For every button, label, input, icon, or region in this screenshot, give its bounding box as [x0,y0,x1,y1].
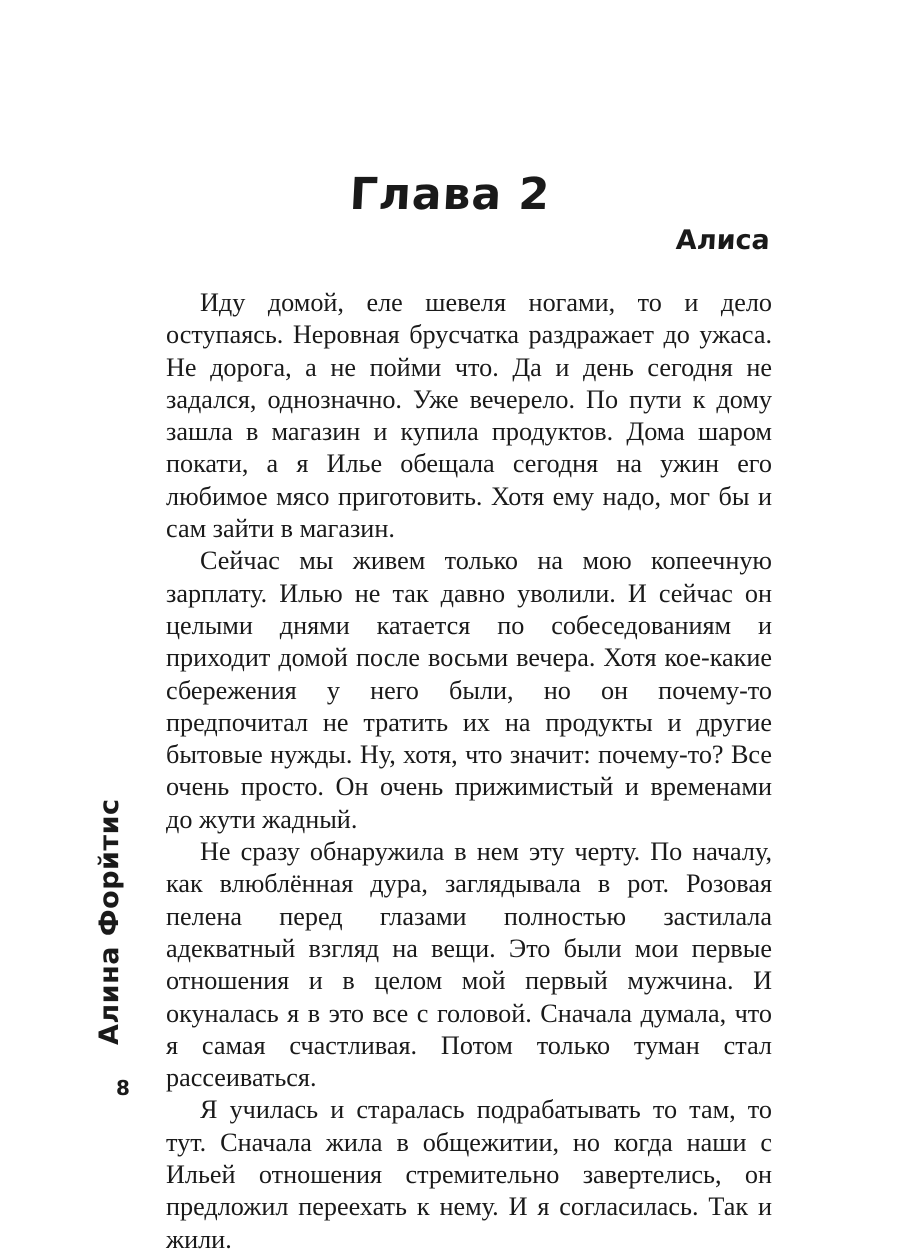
paragraph-1: Иду домой, еле шевеля ногами, то и дело оступаясь. Неровная брусчатка раздражает до ужаса. Не дорога, а не пойми что. Да и день сегодня не задался, однозначно. Уже вечерело. По пути к дому зашла в магазин и купила продуктов. Дома шаром покати, а я Илье обещала сегодня на ужин его любимое мясо приготовить. Хотя ему надо, мог бы и сам зайти в магазин. [166,288,772,544]
page-number: 8 [116,1076,130,1100]
chapter-title: Глава 2 [348,169,552,221]
author-running-head: Алина Форйтис [94,798,125,1045]
paragraph-2: Сейчас мы живем только на мою копеечную зарплату. Илью не так давно уволили. И сейчас он целыми днями катается по собеседованиям и приходит домой после восьми вечера. Хотя кое-какие сбережения у него были, но он почему-то предпочитал не тратить их на продукты и другие бытовые нужды. Ну, хотя, что значит: почему-то? Все очень просто. Он очень прижимистый и временами до жути жадный. [166,546,772,834]
paragraph-4: Я училась и старалась подрабатывать то там, то тут. Сначала жила в общежитии, но когда наши с Ильей отношения стремительно завертелись, он предложил переехать к нему. И я согласилась. Так и жили. [166,1095,772,1254]
paragraph-3: Не сразу обнаружила в нем эту черту. По началу, как влюблённая дура, заглядывала в рот. Розовая пелена перед глазами полностью застилала адекватный взгляд на вещи. Это были мои первые отношения и в целом мой первый мужчина. И окуналась я в это все с головой. Сначала думала, что я самая счастливая. Потом только туман стал рассеиваться. [166,837,772,1093]
pov-character-name: Алиса [675,225,771,256]
body-text [166,287,772,1256]
